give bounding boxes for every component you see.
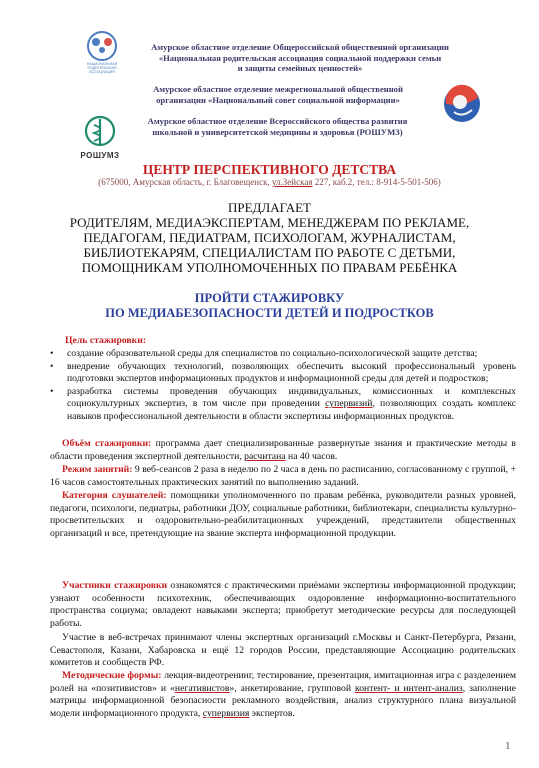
methods-text: лекция-видеотренинг, тестирование, презентация, имитационная игра с разделением ролей на «позитивистов» и « [50,670,516,694]
internship-heading [0,291,539,320]
goal-item-text: разработка системы проведения обучающих индивидуальных, комиссионных и комплексных социокультурных экспертиз, в том числе при проведении [67,385,516,410]
internship-heading-line: ПО МЕДИАБЕЗОПАСНОСТИ ДЕТЕЙ И ПОДРОСТКОВ [105,305,434,320]
parent-association-logo-text: НАЦИОНАЛЬНАЯ РОДИТЕЛЬСКАЯ АССОЦИАЦИЯ [86,62,118,74]
goal-label [65,335,531,348]
volume-underlined: расчитана [244,450,286,462]
mode-label: Режим занятий: [62,464,133,475]
address-prefix: (675000, Амурская область, г. Благовещенск, [98,177,272,187]
goal-label-text: Цель стажировки: [65,335,147,346]
social-info-council-logo [440,82,484,126]
methods-text: , заполнение матрицы информационной безопасности рекламного воздействия, анализ структурного плана визуальной модели информационного продукта, [50,682,516,719]
offers-line: ПОМОЩНИКАМ УПОЛНОМОЧЕННЫХ ПО ПРАВАМ РЕБЁНКА [81,260,458,275]
methods-paragraph [50,670,516,720]
volume-text: программа дает специализированные развернутые знания и практические методы в области проведения экспертной деятельности, [50,438,516,462]
org-header-line: Амурское областное отделение Общероссийской общественной организации [151,42,449,52]
methods-text: экспертов. [249,707,295,719]
goal-item [50,361,516,386]
offers-verb: ПРЕДЛАГАЕТ [227,200,311,215]
center-address [0,177,539,187]
participants-text: ознакомятся с практическими приёмами экспертизы информационной продукции; узнают особенности психотехник, обеспечивающих оздоровление информационно-воспитательного пространства социума; овладеют навыками эксперта; приобретут методические ресурсы для последующей работы. [50,580,516,629]
category-label: Категория слушателей: [62,490,167,501]
methods-label: Методические формы: [62,670,162,681]
org-header-line: «Национальная родительская ассоциация социальной поддержки семьи [158,52,442,63]
category-text: помощники уполномоченного по правам ребёнка, руководители разных уровней, педагоги, психологи, педиатры, работники ДОУ, социальные работники, библиотекари, специалисты культурно-просветительских и оздоровительно-реабилитационных учреждений, представители общественных организаций и все, претендующие на звание эксперта информационной продукции. [50,490,516,539]
goal-item-underlined: супервизий [325,398,373,410]
volume-label: Объём стажировки: [62,438,152,449]
offers-line: ПЕДАГОГАМ, ПЕДИАТРАМ, ПСИХОЛОГАМ, ЖУРНАЛИСТАМ, [83,230,456,245]
bullet-icon: • [50,385,54,397]
bullet-icon: • [50,348,54,359]
org-header-line: школьной и университетской медицины и здоровья (РОШУМЗ) [152,126,403,137]
org-header-roshumz [125,116,430,137]
org-header-line: Амурское областное отделение межрегиональной общественной [153,84,403,94]
methods-underlined: супервизия [202,707,250,719]
address-suffix: 227, каб.2, тел.: 8-914-5-501-506) [312,177,441,187]
roshumz-logo-text: РОШУМЗ [80,151,120,160]
center-title: ЦЕНТР ПЕРСПЕКТИВНОГО ДЕТСТВА [142,162,397,177]
offers-line: БИБЛИОТЕКАРЯМ, СПЕЦИАЛИСТАМ ПО РАБОТЕ С ДЕТЬМИ, [83,245,456,260]
volume-paragraph [50,438,516,463]
methods-underlined: контент- и интент-анализ [354,682,463,694]
org-header-parent-association [130,42,470,74]
goal-item [50,348,516,361]
address-street: ул.Зейская [271,177,313,187]
methods-text: », анкетирование, групповой [229,682,355,694]
parent-association-logo [76,28,128,76]
offers-block [0,200,539,275]
category-paragraph [50,490,516,540]
mode-text: 9 веб-сеансов 2 раза в неделю по 2 часа в день по расписанию, согласованному с группой, + 16 часов самостоятельных практических занятий по выполнению заданий. [50,464,516,488]
volume-text-end: на 40 часов. [285,450,338,462]
offers-line: РОДИТЕЛЯМ, МЕДИАЭКСПЕРТАМ, МЕНЕДЖЕРАМ ПО РЕКЛАМЕ, [69,215,470,230]
org-header-line: и защиты семейных ценностей» [237,63,363,73]
web-meetings-text: Участие в веб-встречах принимают члены экспертных организаций г.Москвы и Санкт-Петербурга, Рязани, Севастополя, Казани, Хабаровска и ещё 12 городов России, представляющие Ассоциацию родительских комитетов и сообществ РФ. [50,632,516,669]
goal-item-text: внедрение обучающих технологий, позволяющих обеспечить высокий профессиональный уровень подготовки экспертов информационных продуктов и информационной среды для детей и подростков; [67,360,516,385]
participants-label: Участники стажировки [62,580,168,591]
page-number: 1 [505,740,511,752]
methods-underlined: негативистов [174,682,230,694]
participants-paragraph [50,580,516,630]
org-header-social-council [118,84,438,105]
mode-paragraph [50,464,516,489]
goal-item-text: , позволяющих создать комплекс навыков профессиональной деятельности в области экспертизы информационных продуктов. [67,398,517,422]
goal-list [50,348,516,424]
web-meetings-paragraph [50,632,516,670]
roshumz-logo [75,113,125,163]
goal-item-text: создание образовательной среды для специалистов по социально-психологической защите детства; [67,348,478,359]
org-header-line: организации «Национальный совет социальной информации» [156,94,400,105]
internship-heading-line: ПРОЙТИ СТАЖИРОВКУ [194,291,345,305]
bullet-icon: • [50,360,54,372]
org-header-line: Амурское областное отделение Всероссийского общества развития [147,116,408,126]
goal-item [50,386,516,424]
